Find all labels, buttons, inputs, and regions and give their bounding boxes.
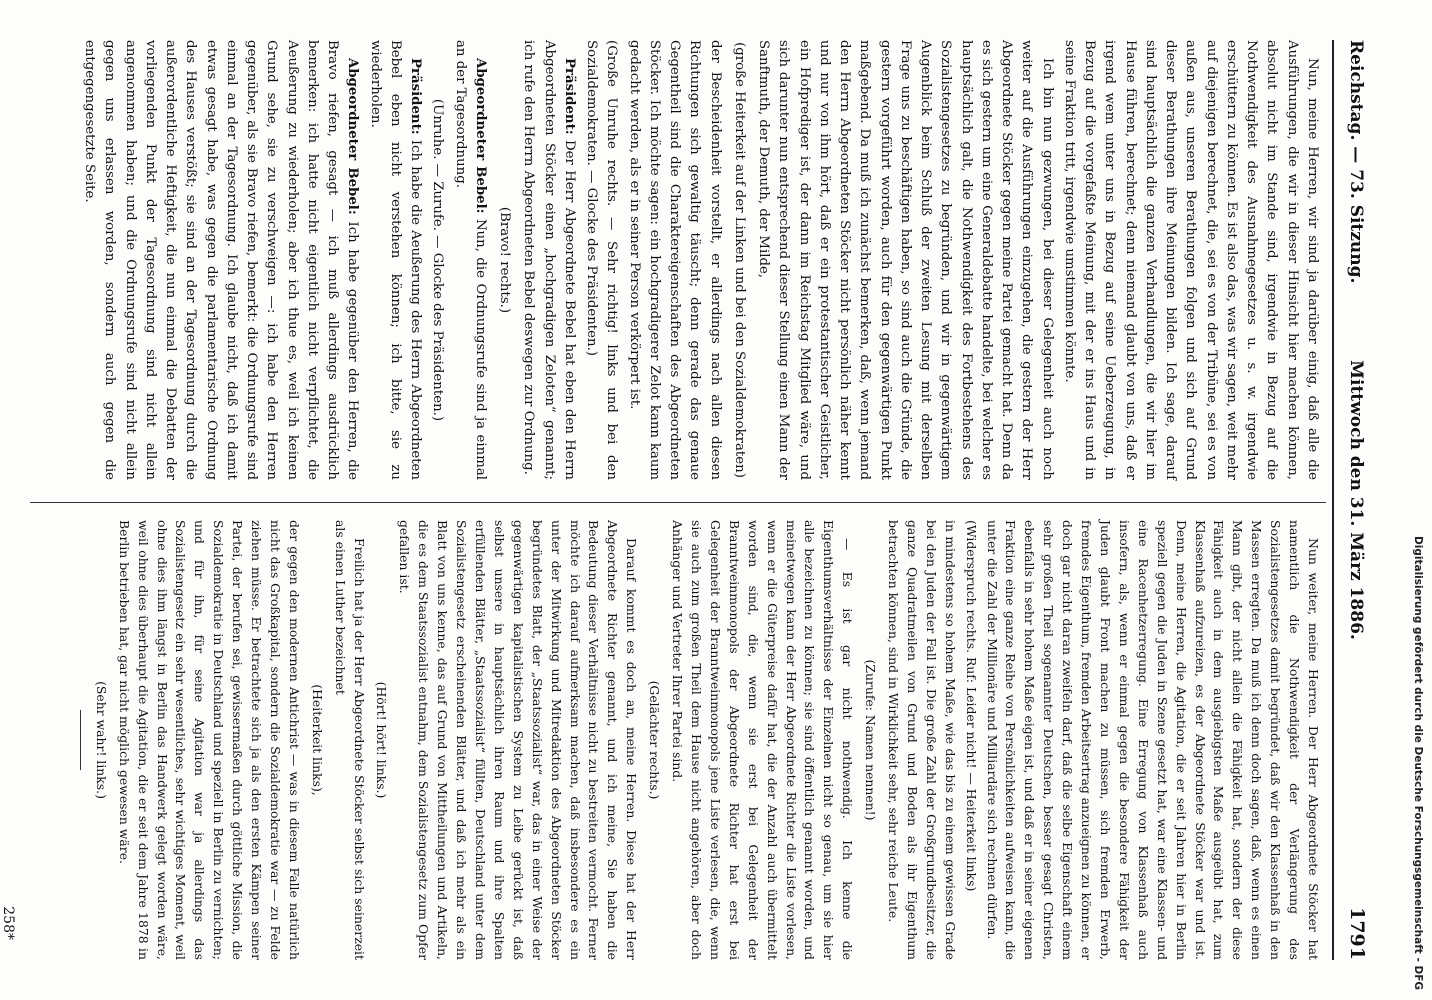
paragraph-text: Darauf kommt es doch an, meine Herren. Diese hat der Herr Abgeordnete Richter genannt, und ich meine, Sie haben die Bedeutung dieser Verhältnisse nicht zu bestreiten vermocht. Ferner möchte ich darauf aufmerksam machen, daß insbesondere es ein unter der Mitwirkung und Mitredaktion des Abgeordneten Stöcker begründetes Blatt, der „Staatssozialist“ war, das in einer Weise der gegenwärtigen kapitalistischen System zu Leibe gerückt ist, daß selbst unsere in hauptsächlich ihren Raum und ihre Spalten erfüllenden Blätter, „Staatssozialist“ füllten, Deutschland unter dem Sozialistengesetz erscheinenden Blätter, und daß ich mehr als ein Blatt von uns kenne, das auf Grund von Mittheilungen und Artikeln, die es dem Staatssozialist entnahm, dem Sozialistengesetz zum Opfer gefallen ist. [397, 520, 640, 960]
paragraph-text: (Sehr wahr! links.) [93, 681, 109, 799]
paragraph [395, 520, 641, 960]
paragraph-text: — Es ist gar nicht nothwendig. Ich kenne die Eigenthumsverhältnisse der Einzelnen nicht so genau, um sie hier alle bezeichnen zu können; sie sind öffentlich genannt worden, und meinetwegen kann der Herr Abgeordnete Richter die Liste vorlesen, wenn er die Güterpreise dafür hat, die der Anzahl auch übermittelt worden sind, die, wenn sie erst bei Gelegenheit der Branntweinmonopols der Abgeordnete Richter hat erst bei Gelegenheit der Branntweinmonopols jene Liste verlesen, die, wenn sie auch zum großen Theil dem Hause nicht angehören, aber doch Anhänger und Vertreter Ihrer Partei sind. [670, 520, 856, 960]
paragraph [307, 520, 326, 960]
paragraph [365, 40, 426, 480]
paragraph [883, 520, 959, 960]
paragraph [581, 40, 622, 480]
paragraph-text: (Unruhe. — Zurufe. — Glocke des Präsidenten.) [430, 98, 446, 422]
paragraph-text: (Widerspruch rechts. Ruf: Leider nicht! — Heiterkeit links) [963, 520, 979, 892]
paragraph-text: Nun, meine Herren, wir sind ja darüber einig, daß alle die Ausführungen, die wir in dieser Hinsicht hier machen können, absolut nicht im Stande sind, irgendwie in Bezug auf die Nothwendigkeit des Ausnahmegesetzes u. s. w. irgendwie erschüttern zu können. Es ist also das, was wir sagen, weit mehr auf diejenigen berechnet, die, sei es von der Tribüne, sei es von außen aus, unseren Berathungen folgen und sich auf Grund dieser Berathungen ihre Meinungen bilden. Ich sage, darauf sind hauptsächlich die ganzen Verhandlungen, die wir hier im Hause führen, berechnet; denn niemand glaubt von uns, daß er irgend wem unter uns in Bezug auf seine Ueberzeugung, in Bezug auf die vorgefaßte Meinung, mit der er ins Haus und in seine Fraktion tritt, irgendwie umstimmen könnte. [1062, 40, 1320, 480]
paragraph [667, 520, 856, 960]
paragraph [729, 40, 749, 480]
paragraph [372, 520, 391, 960]
paragraph [494, 40, 514, 480]
paragraph [1059, 40, 1322, 480]
column-divider [30, 502, 1326, 503]
paragraph [450, 40, 491, 480]
paragraph-text: in mindestens so hohem Maße, wie das bis zu einem gewissen Grade bei den Juden der Fall ist. Die große Zahl der Großgrundbesitzer, die ganze Quadratmeilen von Grund und Boden als ihr Eigenthum betrachten können, sind in Wirklichkeit sehr, sehr reiche Leute. [886, 520, 958, 960]
paragraph-text: Nun, die Ordnungsrufe sind ja einmal an der Tagesordnung. [452, 40, 488, 480]
paragraph-text: (Gelächter rechts.) [647, 680, 663, 800]
paragraph-text: der gegen den modernen Antichrist — was in diesem Falle natürlich nicht das Großkapital, sondern die Sozialdemokratie war — zu Felde ziehen müsse. Er betrachtete sich ja als den ersten Kämpen seiner Partei, der berufen sei, gewissermaßen durch göttliche Mission, die Sozialdemokratie in Deutschland und speziell in Berlin zu vernichten; und für ihn, für seine Agitation war ja allerdings das Sozialistengesetz ein sehr wesentliches, sehr wichtiges Moment, weil ohne dies ihm längst in Berlin das Handwerk gelegt worden wäre, weil ohne dies überhaupt die Agitation, die er seit dem Jahre 1878 in Berlin betrieben hat, gar nicht möglich gewesen wäre. [116, 520, 302, 960]
paragraph-text: (Zurufe: Namen nennen!) [863, 659, 879, 821]
paragraph-text: (Bravo! rechts.) [497, 206, 513, 314]
paragraph [114, 520, 303, 960]
paragraph-text: Nun weiter, meine Herren. Der Herr Abgeordnete Stöcker hat namentlich die Nothwendigkeit der Verlängerung des Sozialistengesetzes damit begründet, daß wir den Klassenhaß in den Massen erregten. Da muß ich denn doch sagen, daß, wenn es einen Mann gibt, der nicht allein die Fähigkeit hat, sondern der diese Fähigkeit auch in dem ausgiebigsten Maße ausgeübt hat, zum Klassenhaß aufzureizen, es der Abgeordnete Stöcker war und ist. Denn, meine Herren, die Agitation, die er seit Jahren hier in Berlin speziell gegen die Juden in Szene gesetzt hat, war eine Klassen- und eine Racenhetzerregung. Eine Erregung von Klassenhaß auch insofern, als, wenn er einmal gegen die besondere Fähigkeit der Juden glaubt Front machen zu müssen, sich fremden Erwerb, fremdes Eigenthum, fremden Arbeitsertrag anzueignen zu können, er doch gar nicht daran zweifeln darf, daß die selbe Eigenschaft einem sehr großen Theil sogenannter Deutschen, besser gesagt Christen, ebenfalls in sehr hohem Maße eigen ist, und daß er in seiner eigenen Fraktion eine ganze Reihe von Persönlichkeiten aufweisen kann, die unter die Zahl der Millionäre und Milliardäre sich rechnen dürfen. [984, 520, 1321, 960]
left-column [77, 40, 1322, 480]
paragraph [518, 40, 579, 480]
right-column [80, 520, 1322, 960]
paragraph-text: Freilich hat ja der Herr Abgeordnete Stöcker selbst sich seinerzeit als einen Luther bezeichnet [332, 520, 367, 960]
paragraph-text: (Hört! hört! links.) [374, 681, 390, 799]
header-center: Mittwoch den 31. März 1886. [1346, 360, 1366, 640]
paragraph-text: der Bescheidenheit vorstellt, er allerdings nach allen diesen Richtungen sich gewaltig täuscht; denn gerade das genaue Gegentheil sind die Charaktereigenschaften des Abgeordneten Stöcker. Ich möchte sagen: ein hochgradigerer Zelot kann kaum gedacht werden, als er in seiner Person verkörpert ist. [626, 40, 723, 480]
digitization-credit [1408, 10, 1424, 990]
folio-mark: 258* [0, 906, 16, 940]
running-header [1336, 40, 1372, 960]
paragraph-text: (große Heiterkeit auf der Linken und bei den Sozialdemokraten) [732, 42, 747, 478]
paragraph [860, 520, 879, 960]
paragraph [624, 40, 725, 480]
paragraph [961, 520, 980, 960]
paragraph [330, 520, 368, 960]
paragraph-text: Ich habe die Aeußerung des Herrn Abgeordneten Bebel eben nicht verstehen können; ich bitte, sie zu wiederholen. [367, 40, 424, 480]
paragraph-text: Ich habe gegenüber den Herren, die Bravo riefen, gesagt — ich muß allerdings ausdrücklich bemerken: ich hatte nicht eigentlich nicht verpflichtet, die Aeußerung zu wiederholen; aber ich thue es, weil ich keinen Grund sehe, sie zu verschweigen —: ich habe den Herren gegenüber, als sie Bravo riefen, bemerkt: die Ordnungsrufe sind einmal an der Tagesordnung. Ich glaube nicht, daß ich damit etwas gesagt habe, was gegen die parlamentarische Ordnung des Hauses verstößt; sie sind an der Tagesordnung durch die außerordentliche Heftigkeit, die nun einmal die Debatten der vorliegenden Punkt der Tagesordnung sind nicht allein angenommen haben; und die Ordnungsrufe sind nicht allein gegen uns erlassen worden, sondern auch gegen die entgegengesetzte Seite. [82, 40, 361, 480]
paragraph [753, 40, 1057, 480]
header-rule [1332, 40, 1334, 960]
paragraph-text: (Große Unruhe rechts. — Sehr richtig! links und bei den Sozialdemokraten. — Glocke des Präsidenten.) [584, 40, 620, 480]
paragraph [644, 520, 663, 960]
paragraph-text: Der Herr Abgeordnete Bebel hat eben den Herrn Abgeordneten Stöcker einen „hochgradigen Zeloten“ genannt; ich rufe den Herrn Abgeordneten Bebel deswegen zur Ordnung. [521, 40, 577, 480]
speaker-name: Abgeordneter Bebel: [473, 58, 488, 214]
speaker-name: Abgeordneter Bebel: [345, 58, 361, 215]
paragraph [91, 520, 110, 960]
end-rule [80, 710, 81, 770]
speaker-name: Präsident: [408, 58, 424, 135]
paragraph-text: (Heiterkeit links), [309, 684, 325, 796]
paragraph [79, 40, 363, 480]
header-left: Reichstag. — 73. Sitzung. [1346, 40, 1366, 284]
paragraph [982, 520, 1322, 960]
speaker-name: Präsident: [562, 58, 577, 135]
paragraph [427, 40, 447, 480]
page-number: 1791 [1346, 907, 1368, 960]
paragraph-text: Ich bin nun gezwungen, bei dieser Gelegenheit auch noch weiter auf die Ausführungen einzugehen, die gestern der Herr Abgeordnete Stöcker gegen meine Partei gemacht hat. Denn da es sich gestern um eine Generaldebatte handelte, bei welcher es hauptsächlich galt, die Nothwendigkeit des Fortbestehens des Sozialistengesetzes zu begründen, und wir in gegenwärtigem Augenblick beim Schluß der zweiten Lesung mit derselben Frage uns zu beschäftigen haben, so sind auch die Gründe, die gestern vorgeführt worden, auch für den gegenwärtigen Punkt maßgebend. Da muß ich zunächst bemerken, daß, wenn jemand den Herrn Abgeordneten Stöcker nicht persönlich näher kennt und nur von ihm hört, daß er ein protestantischer Geistlicher, ein Hofprediger ist, der dann im Reichstag Mitglied wäre, und sich darunter nun entsprechend dieser Stellung einen Mann der Sanftmuth, der Demuth, der Milde, [756, 40, 1055, 480]
credit-text: Digitalisierung gefördert durch die Deutsche Forschungsgemeinschaft - DFG [1412, 536, 1424, 990]
